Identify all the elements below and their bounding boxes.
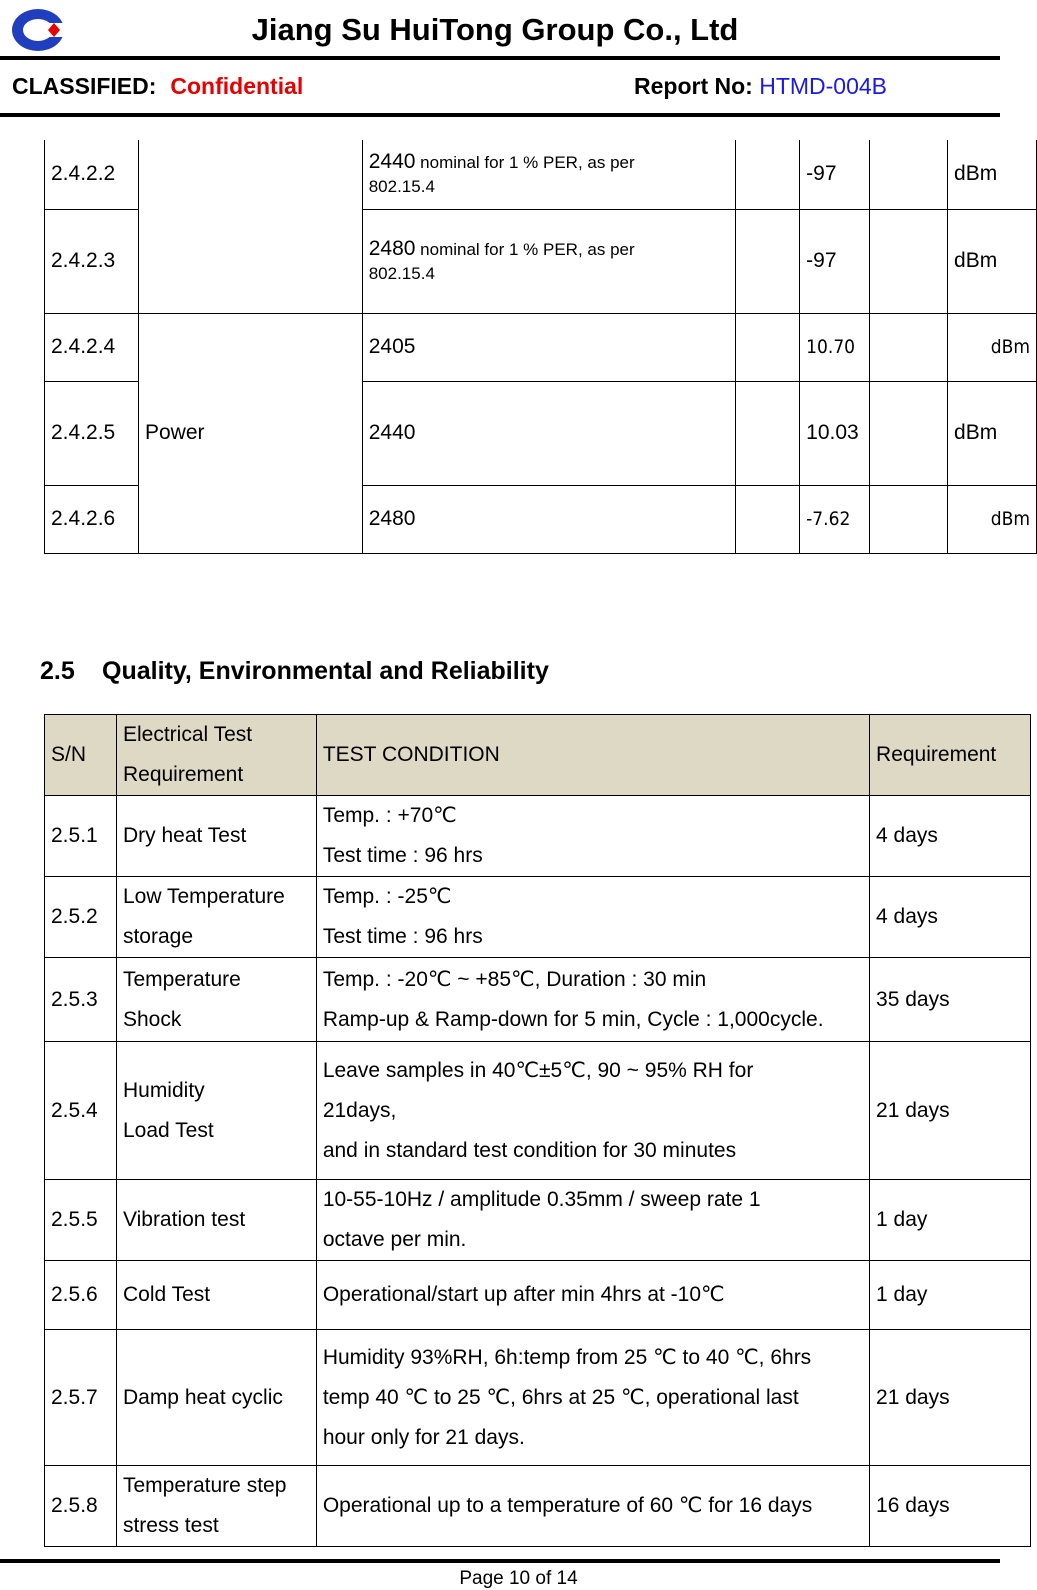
section-title: Quality, Environmental and Reliability: [102, 657, 549, 685]
row-sn: 2.5.1: [45, 796, 117, 877]
condition-cell: 2440 nominal for 1 % PER, as per 802.15.4: [362, 140, 736, 209]
page-number: Page 10 of 14: [459, 1568, 578, 1589]
param-cell: [138, 140, 362, 313]
max-cell: [870, 209, 948, 313]
row-test: Temperature Shock: [116, 958, 316, 1042]
min-cell: [736, 381, 800, 485]
report-number: [634, 73, 887, 100]
unit-cell: dBm: [948, 140, 1037, 209]
row-test: Humidity Load Test: [116, 1042, 316, 1180]
row-id: 2.4.2.2: [45, 140, 139, 209]
condition-cell: 2480: [362, 485, 736, 553]
max-cell: [870, 140, 948, 209]
header-test: Electrical Test Requirement: [116, 715, 316, 796]
table-row: [45, 1180, 1031, 1261]
typ-cell: -97: [800, 209, 870, 313]
footer-rule: [0, 1559, 1000, 1563]
row-requirement: 1 day: [870, 1261, 1031, 1330]
max-cell: [870, 381, 948, 485]
condition-cell: 2480 nominal for 1 % PER, as per 802.15.4: [362, 209, 736, 313]
table-row: [45, 958, 1031, 1042]
min-cell: [736, 485, 800, 553]
header-condition: TEST CONDITION: [316, 715, 869, 796]
row-sn: 2.5.5: [45, 1180, 117, 1261]
table-row: [45, 140, 1037, 209]
unit-cell: dBm: [948, 209, 1037, 313]
reliability-table: [44, 714, 1031, 1547]
rf-parameter-table: [44, 140, 1037, 554]
row-condition: Humidity 93%RH, 6h:temp from 25 ℃ to 40 ℃, 6hrs temp 40 ℃ to 25 ℃, 6hrs at 25 ℃, operational last hour only for 21 days.: [316, 1330, 869, 1466]
row-sn: 2.5.7: [45, 1330, 117, 1466]
row-requirement: 21 days: [870, 1330, 1031, 1466]
row-id: 2.4.2.4: [45, 313, 139, 381]
row-sn: 2.5.8: [45, 1466, 117, 1547]
condition-cell: 2405: [362, 313, 736, 381]
min-cell: [736, 313, 800, 381]
unit-cell: dBm: [948, 485, 1037, 553]
row-condition: Leave samples in 40℃±5℃, 90 ~ 95% RH for 21days, and in standard test condition for 30 minutes: [316, 1042, 869, 1180]
param-cell: Power: [138, 313, 362, 553]
row-sn: 2.5.4: [45, 1042, 117, 1180]
company-name: Jiang Su HuiTong Group Co., Ltd: [251, 12, 739, 47]
row-requirement: 4 days: [870, 877, 1031, 958]
table-row: [45, 1042, 1031, 1180]
classified-label: CLASSIFIED:: [12, 73, 157, 99]
condition-cell: 2440: [362, 381, 736, 485]
row-requirement: 1 day: [870, 1180, 1031, 1261]
row-test: Temperature step stress test: [116, 1466, 316, 1547]
typ-cell: -97: [800, 140, 870, 209]
row-condition: Temp. : +70℃ Test time : 96 hrs: [316, 796, 869, 877]
row-id: 2.4.2.3: [45, 209, 139, 313]
row-requirement: 35 days: [870, 958, 1031, 1042]
header-requirement: Requirement: [870, 715, 1031, 796]
row-test: Cold Test: [116, 1261, 316, 1330]
section-heading: [40, 657, 549, 686]
header-rule-bottom: [0, 113, 1000, 117]
row-condition: Temp. : -20℃ ~ +85℃, Duration : 30 min Ramp-up & Ramp-down for 5 min, Cycle : 1,000cycle.: [316, 958, 869, 1042]
unit-cell: dBm: [948, 313, 1037, 381]
typ-cell: 10.03: [800, 381, 870, 485]
typ-cell: -7.62: [800, 485, 870, 553]
row-sn: 2.5.3: [45, 958, 117, 1042]
row-requirement: 4 days: [870, 796, 1031, 877]
report-value: HTMD-004B: [759, 73, 888, 99]
table-row: [45, 796, 1031, 877]
row-condition: Operational up to a temperature of 60 ℃ for 16 days: [316, 1466, 869, 1547]
table-row: [45, 1330, 1031, 1466]
row-requirement: 21 days: [870, 1042, 1031, 1180]
row-condition: Temp. : -25℃ Test time : 96 hrs: [316, 877, 869, 958]
row-test: Low Temperature storage: [116, 877, 316, 958]
row-sn: 2.5.6: [45, 1261, 117, 1330]
section-number: 2.5: [40, 657, 75, 685]
table-row: [45, 1466, 1031, 1547]
min-cell: [736, 209, 800, 313]
table-header-row: [45, 715, 1031, 796]
row-test: Dry heat Test: [116, 796, 316, 877]
classification: [12, 73, 303, 100]
report-label: Report No:: [634, 73, 753, 99]
row-requirement: 16 days: [870, 1466, 1031, 1547]
row-id: 2.4.2.6: [45, 485, 139, 553]
row-condition: 10-55-10Hz / amplitude 0.35mm / sweep rate 1 octave per min.: [316, 1180, 869, 1261]
row-test: Damp heat cyclic: [116, 1330, 316, 1466]
table-row: [45, 313, 1037, 381]
unit-cell: dBm: [948, 381, 1037, 485]
row-condition: Operational/start up after min 4hrs at -10℃: [316, 1261, 869, 1330]
max-cell: [870, 485, 948, 553]
header-sn: S/N: [45, 715, 117, 796]
table-row: [45, 877, 1031, 958]
row-test: Vibration test: [116, 1180, 316, 1261]
typ-cell: 10.70: [800, 313, 870, 381]
row-sn: 2.5.2: [45, 877, 117, 958]
header-rule-top: [0, 56, 1000, 60]
max-cell: [870, 313, 948, 381]
classified-value: Confidential: [170, 73, 304, 99]
row-id: 2.4.2.5: [45, 381, 139, 485]
min-cell: [736, 140, 800, 209]
table-row: [45, 1261, 1031, 1330]
